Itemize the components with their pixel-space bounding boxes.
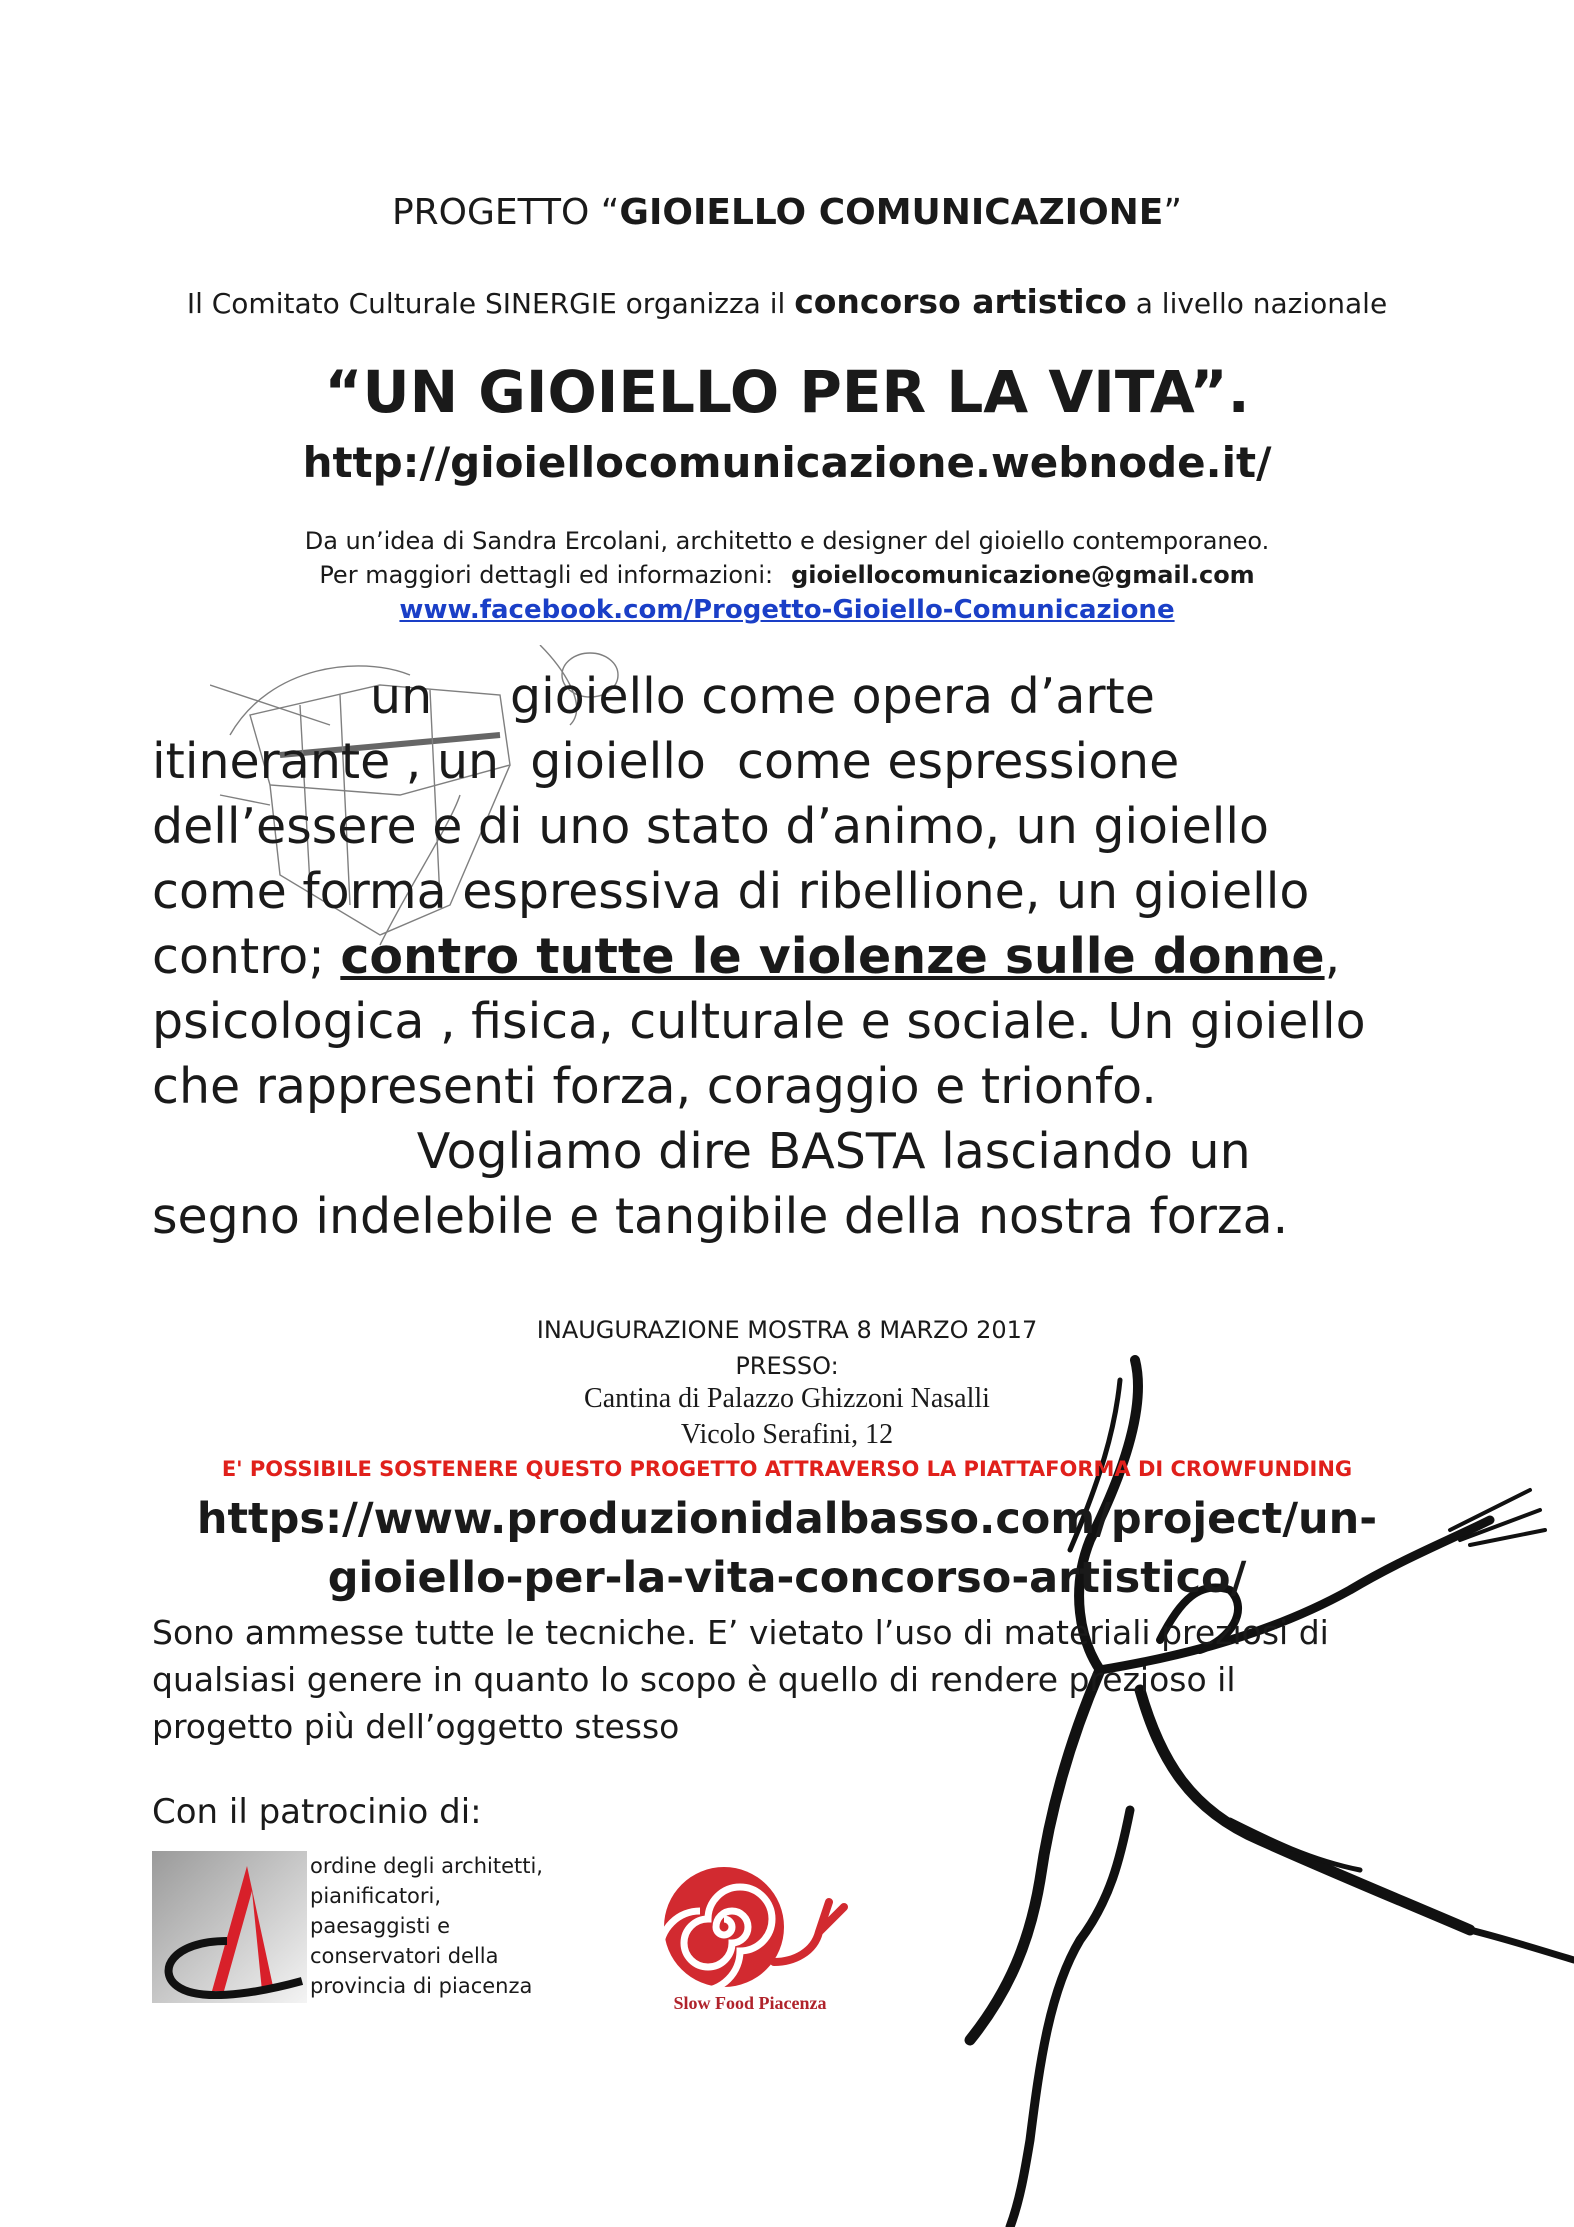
architects-name <box>310 1851 543 2001</box>
intro-start: Il Comitato Culturale SINERGIE organizza il <box>186 287 795 320</box>
details-label: Per maggiori dettagli ed informazioni: <box>319 561 774 589</box>
crowdfunding-url-line2[interactable]: gioiello-per-la-vita-concorso-artistico/ <box>327 1553 1247 1603</box>
manifesto-text <box>152 664 1452 1249</box>
project-prefix: PROGETTO “ <box>391 192 620 233</box>
slow-food-label: Slow Food Piacenza <box>673 1993 827 2013</box>
rules-line: qualsiasi genere in quanto lo scopo è quello di rendere prezioso il <box>152 1660 1236 1699</box>
website-url[interactable]: http://gioiellocomunicazione.webnode.it/ <box>302 438 1272 487</box>
architects-line: pianificatori, <box>310 1884 442 1908</box>
manifesto-line: che rappresenti forza, coraggio e trionfo. <box>152 1058 1157 1115</box>
manifesto-line: segno indelebile e tangibile della nostra forza. <box>152 1188 1289 1245</box>
rules-line: progetto più dell’oggetto stesso <box>152 1707 680 1746</box>
intro-line <box>0 282 1574 321</box>
venue-address: Vicolo Serafini, 12 <box>680 1419 894 1450</box>
crowdfunding-url-line1[interactable]: https://www.produzionidalbasso.com/project/un- <box>196 1494 1378 1544</box>
manifesto-line: Vogliamo dire BASTA lasciando un <box>152 1123 1251 1180</box>
manifesto-line: psicologica , fisica, culturale e sociale. Un gioiello <box>152 993 1366 1050</box>
manifesto-line: dell’essere e di uno stato d’animo, un gioiello <box>152 798 1269 855</box>
inauguration-date: INAUGURAZIONE MOSTRA 8 MARZO 2017 <box>536 1316 1038 1344</box>
project-name: GIOIELLO COMUNICAZIONE <box>619 192 1164 233</box>
manifesto-line: itinerante , un gioiello come espressione <box>152 733 1180 790</box>
patronage-label: Con il patrocinio di: <box>152 1792 482 1832</box>
architects-line: conservatori della <box>310 1944 499 1968</box>
rules-text <box>152 1609 1452 1750</box>
main-title: “UN GIOIELLO PER LA VITA”. <box>324 358 1250 426</box>
manifesto-line <box>152 924 1452 989</box>
architects-line: paesaggisti e <box>310 1914 451 1938</box>
architects-logo <box>152 1851 307 2003</box>
details-line <box>0 561 1574 589</box>
manifesto-line-end: , <box>1324 928 1341 985</box>
email-address[interactable]: gioiellocomunicazione@gmail.com <box>791 561 1255 589</box>
facebook-link[interactable]: www.facebook.com/Progetto-Gioiello-Comunicazione <box>399 595 1175 625</box>
architects-line: provincia di piacenza <box>310 1974 533 1998</box>
manifesto-line: un gioiello come opera d’arte <box>152 668 1155 725</box>
manifesto-line: come forma espressiva di ribellione, un gioiello <box>152 863 1310 920</box>
project-title <box>0 192 1574 233</box>
intro-end: a livello nazionale <box>1126 287 1388 320</box>
manifesto-line-start: contro; <box>152 928 341 985</box>
project-suffix: ” <box>1163 192 1183 233</box>
idea-credit: Da un’idea di Sandra Ercolani, architetto e designer del gioiello contemporaneo. <box>304 527 1270 555</box>
violence-statement: contro tutte le violenze sulle donne <box>340 928 1325 985</box>
architects-line: ordine degli architetti, <box>310 1854 543 1878</box>
presso-label: PRESSO: <box>735 1352 839 1380</box>
slow-food-snail-logo <box>644 1862 858 2012</box>
venue-name: Cantina di Palazzo Ghizzoni Nasalli <box>584 1383 990 1414</box>
intro-bold: concorso artistico <box>794 282 1127 321</box>
crowdfunding-notice: E' POSSIBILE SOSTENERE QUESTO PROGETTO ATTRAVERSO LA PIATTAFORMA DI CROWFUNDING <box>221 1457 1353 1481</box>
rules-line: Sono ammesse tutte le tecniche. E’ vietato l’uso di materiali preziosi di <box>152 1613 1329 1652</box>
